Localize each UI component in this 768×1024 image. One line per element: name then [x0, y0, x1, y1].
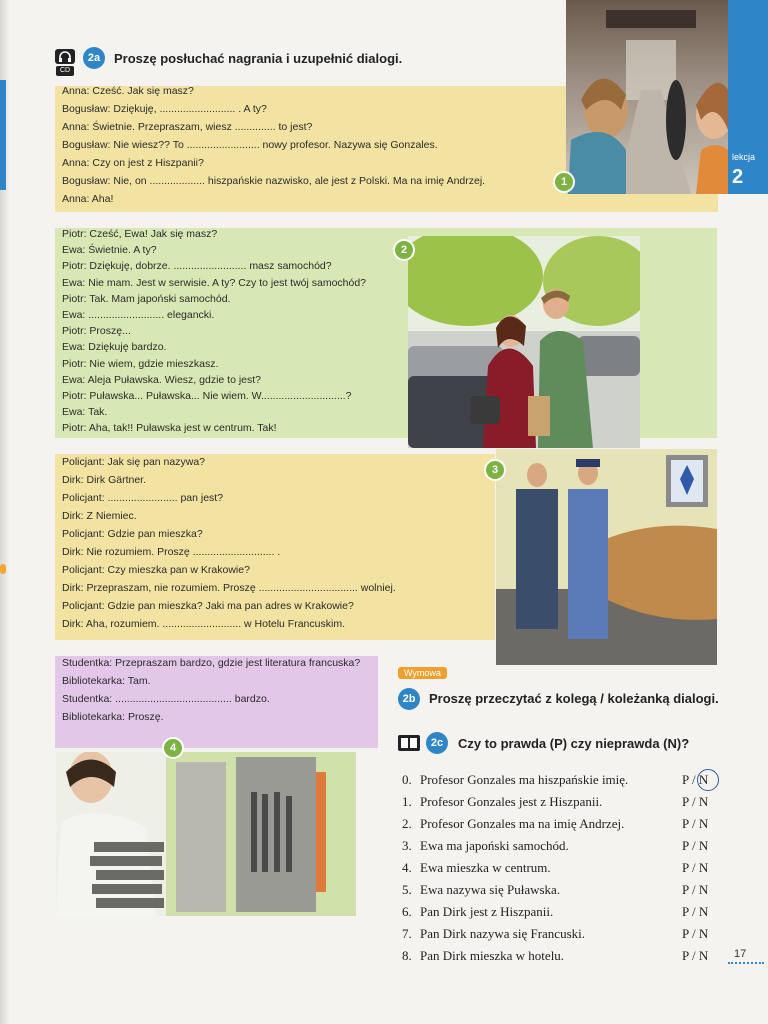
p-n-choice[interactable]: P / N	[682, 838, 709, 853]
orange-dot	[0, 564, 6, 574]
page-number-dots	[728, 962, 764, 964]
list-item	[402, 901, 722, 923]
dialog-line: Studentka: ........................................ bardzo.	[62, 693, 270, 705]
dialog-4-lines	[62, 654, 360, 726]
cd-label: CD	[56, 66, 74, 76]
dialog-line: Piotr: Puławska... Puławska... Nie wiem. W.............................?	[62, 390, 352, 403]
list-item	[402, 923, 722, 945]
p-n-choice[interactable]: P / N	[682, 882, 709, 897]
item-number: 0.	[402, 772, 412, 787]
item-number: 4.	[402, 860, 412, 875]
dialog-line: Bibliotekarka: Proszę.	[62, 711, 164, 723]
item-text: Profesor Gonzales jest z Hiszpanii.	[420, 794, 603, 809]
dialog-line: Ewa: .......................... elegancki.	[62, 309, 215, 322]
dialog-line: Dirk: Nie rozumiem. Proszę ............................ .	[62, 546, 281, 558]
dialog-3-lines	[62, 453, 396, 633]
exercise-2c-title: Czy to prawda (P) czy nieprawda (N)?	[458, 736, 690, 751]
dialog-line: Ewa: Aleja Puławska. Wiesz, gdzie to jest?	[62, 373, 262, 386]
p-n-choice[interactable]: P / N	[682, 904, 709, 919]
lesson-tab-label: lekcja	[732, 152, 756, 162]
item-text: Profesor Gonzales ma na imię Andrzej.	[420, 816, 625, 831]
dialog-line: Ewa: Świetnie. A ty?	[62, 244, 157, 257]
item-text: Ewa nazywa się Puławska.	[420, 882, 561, 897]
dialog-line: Policjant: ........................ pan jest?	[62, 492, 224, 504]
item-number: 8.	[402, 948, 412, 963]
dialog-line: Studentka: Przepraszam bardzo, gdzie jest literatura francuska?	[62, 657, 361, 669]
list-item	[402, 879, 722, 901]
p-n-choice[interactable]: P / N	[682, 926, 709, 941]
dialog-line: Anna: Cześć. Jak się masz?	[62, 85, 194, 97]
illustration-2-parking	[408, 236, 640, 448]
answer-circle-n	[697, 769, 719, 791]
item-number: 7.	[402, 926, 412, 941]
dialog-line: Piotr: Tak. Mam japoński samochód.	[62, 292, 231, 305]
item-text: Ewa mieszka w centrum.	[420, 860, 551, 875]
item-text: Pan Dirk nazywa się Francuski.	[420, 926, 585, 941]
dialog-line: Piotr: Aha, tak!! Puławska jest w centrum. Tak!	[62, 422, 277, 435]
lesson-tab-number: 2	[732, 166, 744, 188]
blue-marker	[0, 80, 6, 190]
dialog-line: Anna: Świetnie. Przepraszam, wiesz .............. to jest?	[62, 121, 313, 133]
exercise-2a-title: Proszę posłuchać nagrania i uzupełnić dialogi.	[114, 51, 403, 66]
dialog-line: Bogusław: Nie wiesz?? To ......................... nowy profesor. Nazywa się Gonzales.	[62, 139, 438, 151]
dialog-2-number: 2	[393, 239, 415, 261]
p-n-choice[interactable]: P / N	[682, 948, 709, 963]
dialog-line: Policjant: Gdzie pan mieszka? Jaki ma pan adres w Krakowie?	[62, 600, 354, 612]
dialog-1-lines	[62, 82, 485, 208]
item-number: 6.	[402, 904, 412, 919]
pronunciation-tag: Wymowa	[398, 667, 447, 679]
item-text: Pan Dirk jest z Hiszpanii.	[420, 904, 554, 919]
dialog-line: Dirk: Z Niemiec.	[62, 510, 137, 522]
headphones-icon	[55, 49, 75, 64]
item-text: Pan Dirk mieszka w hotelu.	[420, 948, 565, 963]
item-number: 5.	[402, 882, 412, 897]
list-item	[402, 835, 722, 857]
book-icon	[398, 735, 420, 751]
exercise-2c-badge: 2c	[426, 732, 448, 754]
dialog-1-number: 1	[553, 171, 575, 193]
list-item	[402, 813, 722, 835]
item-text: Ewa ma japoński samochód.	[420, 838, 569, 853]
illustration-4-library	[56, 752, 356, 916]
dialog-line: Dirk: Przepraszam, nie rozumiem. Proszę .................................. wolniej.	[62, 582, 396, 594]
exercise-2a-badge: 2a	[83, 47, 105, 69]
dialog-line: Policjant: Gdzie pan mieszka?	[62, 528, 203, 540]
list-item	[402, 945, 722, 967]
dialog-line: Ewa: Tak.	[62, 406, 108, 419]
p-n-choice[interactable]: P / N	[682, 816, 709, 831]
p-n-choice[interactable]: P / N	[682, 794, 709, 809]
exercise-2b-title: Proszę przeczytać z kolegą / koleżanką dialogi.	[429, 691, 719, 706]
illustration-1-corridor	[566, 0, 728, 194]
dialog-line: Ewa: Dziękuję bardzo.	[62, 341, 167, 354]
dialog-line: Piotr: Nie wiem, gdzie mieszkasz.	[62, 357, 219, 370]
dialog-line: Piotr: Cześć, Ewa! Jak się masz?	[62, 228, 218, 240]
list-item	[402, 791, 722, 813]
dialog-line: Dirk: Dirk Gärtner.	[62, 474, 147, 486]
exercise-2b-badge: 2b	[398, 688, 420, 710]
illustration-3-police	[496, 449, 717, 665]
dialog-line: Policjant: Jak się pan nazywa?	[62, 456, 205, 468]
dialog-line: Ewa: Nie mam. Jest w serwisie. A ty? Czy to jest twój samochód?	[62, 276, 367, 289]
page-number: 17	[734, 948, 747, 960]
dialog-line: Dirk: Aha, rozumiem. ........................... w Hotelu Francuskim.	[62, 618, 345, 630]
dialog-line: Anna: Aha!	[62, 193, 114, 205]
dialog-4-number: 4	[162, 737, 184, 759]
item-number: 2.	[402, 816, 412, 831]
item-text: Profesor Gonzales ma hiszpańskie imię.	[420, 772, 629, 787]
dialog-line: Bibliotekarka: Tam.	[62, 675, 151, 687]
p-n-choice[interactable]: P / N	[682, 860, 709, 875]
dialog-line: Bogusław: Nie, on ................... hiszpańskie nazwisko, ale jest z Polski. Ma na imię Andrzej.	[62, 175, 486, 187]
item-number: 1.	[402, 794, 412, 809]
dialog-line: Piotr: Dziękuję, dobrze. ......................... masz samochód?	[62, 260, 332, 273]
dialog-3-number: 3	[484, 459, 506, 481]
list-item	[402, 769, 722, 791]
dialog-2-lines	[62, 226, 366, 437]
dialog-line: Anna: Czy on jest z Hiszpanii?	[62, 157, 204, 169]
dialog-line: Piotr: Proszę...	[62, 325, 131, 338]
item-number: 3.	[402, 838, 412, 853]
lesson-tab	[728, 0, 768, 194]
dialog-line: Policjant: Czy mieszka pan w Krakowie?	[62, 564, 250, 576]
list-item	[402, 857, 722, 879]
dialog-line: Bogusław: Dziękuję, .......................... . A ty?	[62, 103, 267, 115]
p-n-choice[interactable]: P / N	[682, 772, 709, 787]
true-false-list	[402, 769, 722, 967]
